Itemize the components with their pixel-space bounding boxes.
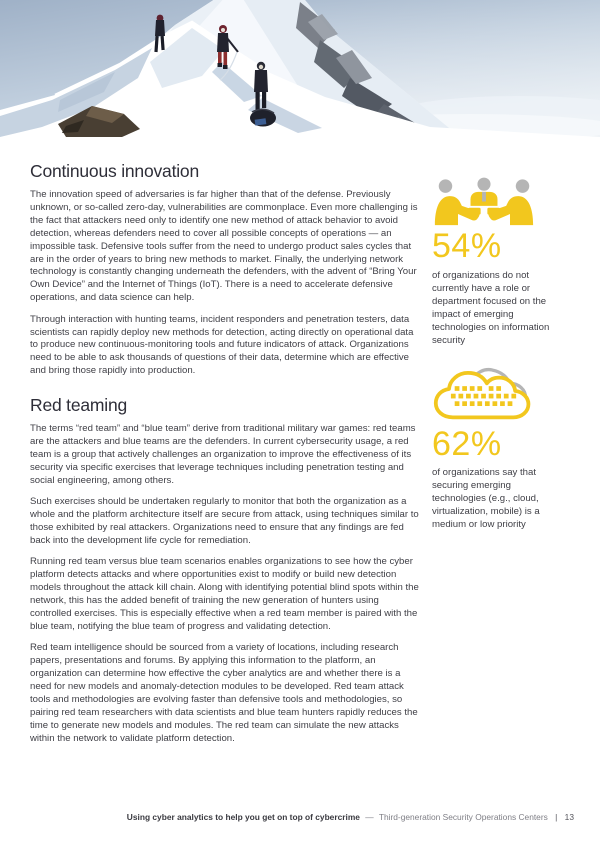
meeting-people-icon bbox=[432, 176, 580, 228]
section-continuous-innovation bbox=[30, 161, 422, 378]
person-middle-icon bbox=[468, 178, 500, 215]
cloud-icon bbox=[432, 366, 580, 429]
footer-separator: — bbox=[365, 812, 374, 822]
paragraph: Running red team versus blue team scenarios enables organizations to see how the cyber platform detects attacks and where opportunities exist to modify or build new detection models throughout the attack kill chain. Along with identifying potential blind spots within the network, this has the added benefit of training the new generation of hunters using controlled exercises. This is especially effective when a red team member is paired with the blue team, notifying the blue team of progress and validating detection. bbox=[30, 556, 419, 632]
stat-value: 62% bbox=[432, 424, 502, 463]
paragraph: Such exercises should be undertaken regularly to monitor that both the organization as a whole and the platform architecture itself are secure from attack, using techniques similar to those exhibited by real attackers. Organizations need to ensure that any findings are fed back into the development life cycle for remediation. bbox=[30, 496, 419, 546]
paragraph: The innovation speed of adversaries is far higher than that of the defense. Previously unknown, or so-called zero-day, vulnerabilities are commonplace. Even more challenging is the fact that attackers need only to identify one new method of attack behavior to avoid detection, whereas defenders need to cover all possible concepts of operations — an impossible task. Defensive tools suffer from the need to undergo product sales cycles that are in the order of years to bring new methods to market. Finally, the underlying network technology is constantly changing underneath the defenders, with the advent of “Bring Your Own Device” and the Internet of Things (IoT). There is a need to accelerate defensive operations, and data science can help. bbox=[30, 189, 418, 304]
footer-section-title: Third-generation Security Operations Centers bbox=[378, 812, 548, 822]
footer-divider: | bbox=[555, 812, 558, 822]
paragraph: Through interaction with hunting teams, incident responders and penetration testers, data scientists can rapidly deploy new methods for detection, acting directly on operational data to produce new continuous-monitoring tools and future indicators of attack. Organizations need to be able to ask thousands of questions of their data, determine which are effective and bring those rapidly into production. bbox=[30, 313, 414, 377]
section-heading: Continuous innovation bbox=[30, 161, 199, 181]
stat-securing-emerging-tech bbox=[432, 366, 580, 532]
stats-sidebar bbox=[432, 176, 580, 531]
page-footer bbox=[127, 812, 574, 822]
article-body bbox=[30, 161, 422, 754]
stat-caption: of organizations say that securing emerging technologies (e.g., cloud, virtualization, mobile) is a medium or low priority bbox=[432, 467, 540, 531]
paragraph: Red team intelligence should be sourced from a variety of locations, including research papers, presentations and forums. By applying this information to the platform, an organization can determine how effective the cyber analytics are and whether there is a need for new models and anomaly-detection modules to be developed. Red team attack tools and methodologies are evolving faster than defensive tools and methodologies, so pairing red team researchers with data scientists and blue team hunters rapidly reduces the time to generate new models and modules. The red team can simulate the new attacks within the network to validate platform detection. bbox=[30, 642, 418, 744]
stat-emerging-tech-role bbox=[432, 176, 580, 347]
hero-image bbox=[0, 0, 600, 137]
section-red-teaming bbox=[30, 395, 422, 745]
mountain-climbers-illustration bbox=[0, 0, 600, 137]
stat-value: 54% bbox=[432, 227, 502, 265]
footer-page-number: 13 bbox=[564, 812, 574, 822]
footer-document-title: Using cyber analytics to help you get on top of cybercrime bbox=[126, 812, 360, 822]
section-heading: Red teaming bbox=[30, 395, 128, 416]
stat-caption: of organizations do not currently have a role or department focused on the impact of emerging technologies on information security bbox=[432, 269, 550, 346]
paragraph: The terms “red team” and “blue team” derive from traditional military war games: red teams are the attackers and blue teams are the defenders. In current cybersecurity usage, a red team is a group that actively challenges an organization to improve the effectiveness of its security via specific exercises that leverage techniques including penetration testing and social engineering, among others. bbox=[30, 423, 416, 486]
